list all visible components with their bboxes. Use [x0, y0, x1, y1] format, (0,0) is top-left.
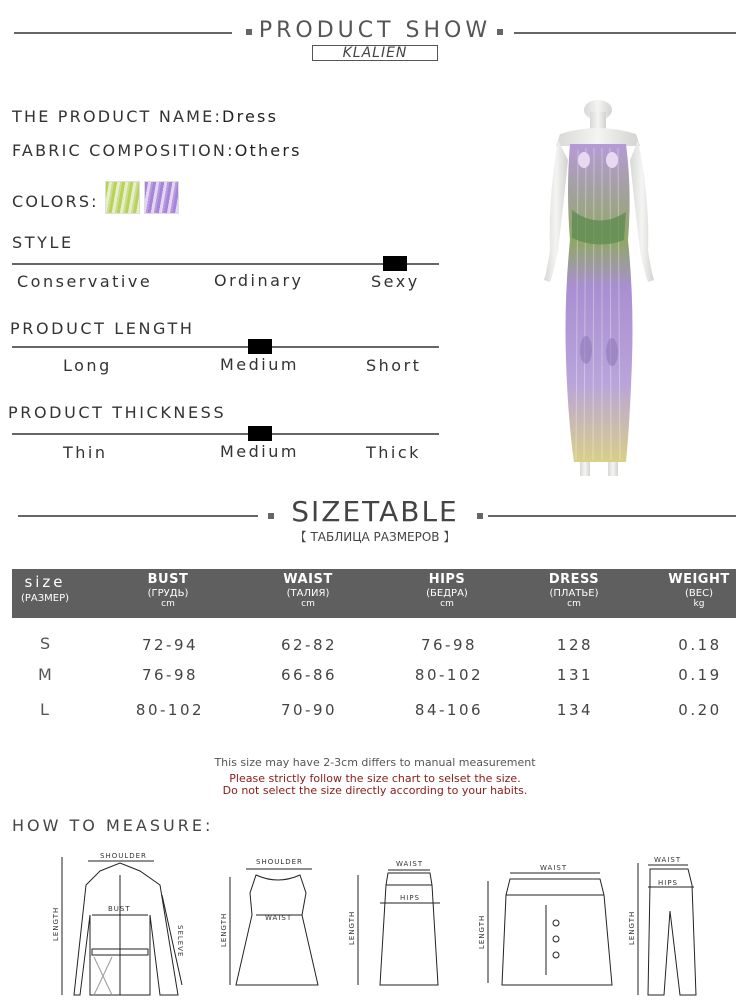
label-shoulder: SHOULDER	[256, 858, 303, 866]
cell-waist: 70-90	[280, 701, 338, 719]
col-dress-name: DRESS	[548, 572, 600, 587]
color-swatch-purple[interactable]	[144, 181, 179, 214]
col-size-name: size	[24, 573, 66, 591]
product-show-title: PRODUCT SHOW	[258, 18, 492, 43]
label-length: LENGTH	[628, 910, 636, 945]
thickness-label-thin: Thin	[63, 443, 108, 462]
sizetable-rule-right	[488, 515, 736, 517]
how-to-measure-title: HOW TO MEASURE:	[12, 816, 214, 835]
cell-hips: 80-102	[414, 666, 484, 684]
col-header-hips	[407, 569, 487, 609]
label-waist: WAIST	[654, 856, 682, 864]
label-length: LENGTH	[478, 914, 486, 949]
cell-hips: 84-106	[414, 701, 484, 719]
thickness-scale-marker	[248, 426, 272, 441]
cell-dress: 134	[556, 701, 594, 719]
cell-bust: 76-98	[141, 666, 199, 684]
col-size-sub: (РАЗМЕР)	[20, 593, 70, 604]
size-warning-1: Please strictly follow the size chart to selset the size.	[229, 772, 521, 785]
cell-weight: 0.19	[678, 666, 722, 684]
label-length: LENGTH	[348, 910, 356, 945]
label-length: LENGTH	[220, 912, 228, 947]
length-label-medium: Medium	[220, 355, 299, 374]
cell-bust: 72-94	[141, 636, 199, 654]
label-waist: WAIST	[540, 864, 568, 872]
measure-diagrams	[0, 845, 750, 1000]
label-sleeve: SELEVE	[176, 925, 184, 958]
label-bust: BUST	[108, 905, 131, 913]
fabric-label: FABRIC COMPOSITION:	[12, 141, 235, 160]
product-name-line	[12, 107, 278, 126]
col-header-dress	[534, 569, 614, 609]
cell-weight: 0.20	[678, 701, 722, 719]
style-label-ordinary: Ordinary	[214, 271, 304, 290]
col-weight-sub: (ВЕС)	[685, 588, 713, 599]
thickness-scale-line	[12, 433, 439, 435]
col-dress-unit: cm	[567, 599, 581, 609]
product-photo-dress[interactable]	[520, 100, 680, 478]
brand-logo: KLALIEN	[312, 45, 438, 61]
row-size-l: L	[40, 700, 49, 719]
style-label-conservative: Conservative	[17, 272, 153, 291]
label-length: LENGTH	[52, 906, 60, 941]
length-title: PRODUCT LENGTH	[10, 319, 195, 338]
cell-waist: 66-86	[280, 666, 338, 684]
shorts-diagram	[488, 873, 612, 985]
col-waist-unit: cm	[301, 599, 315, 609]
col-hips-unit: cm	[440, 599, 454, 609]
col-weight-unit: kg	[693, 599, 705, 609]
thickness-title: PRODUCT THICKNESS	[8, 403, 227, 422]
header-dot-right	[497, 29, 503, 35]
sizetable-dot-right	[477, 513, 483, 519]
sizetable-title: SIZETABLE	[291, 495, 459, 528]
label-waist: WAIST	[396, 860, 424, 868]
col-hips-name: HIPS	[428, 572, 466, 587]
size-warning-2: Do not select the size directly according to your habits.	[222, 784, 528, 797]
length-scale-line	[12, 346, 439, 348]
col-weight-name: WEIGHT	[668, 572, 730, 587]
cell-dress: 131	[556, 666, 594, 684]
size-table-header	[12, 569, 736, 618]
product-name-label: THE PRODUCT NAME:	[12, 107, 223, 126]
style-scale-marker	[383, 256, 407, 271]
skirt-diagram	[358, 870, 440, 985]
col-hips-sub: (БЕДРА)	[426, 588, 468, 599]
header-rule-right	[514, 32, 736, 34]
col-waist-sub: (ТАЛИЯ)	[286, 588, 330, 599]
length-label-short: Short	[366, 356, 422, 375]
label-hips: HIPS	[658, 879, 678, 887]
label-shoulder: SHOULDER	[100, 852, 147, 860]
dress-illustration	[520, 100, 680, 478]
style-label-sexy: Sexy	[371, 272, 420, 291]
col-header-waist	[268, 569, 348, 609]
col-header-bust	[128, 569, 208, 609]
row-size-m: M	[38, 665, 52, 684]
jacket-diagram	[62, 857, 182, 995]
style-title: STYLE	[12, 233, 74, 252]
col-bust-name: BUST	[147, 572, 189, 587]
col-dress-sub: (ПЛАТЬЕ)	[549, 588, 599, 599]
label-waist: WAIST	[265, 914, 293, 922]
length-scale-marker	[248, 339, 272, 354]
cell-dress: 128	[556, 636, 594, 654]
thickness-label-medium: Medium	[220, 442, 299, 461]
col-header-size	[12, 569, 78, 604]
color-swatch-green[interactable]	[105, 181, 140, 214]
label-hips: HIPS	[400, 894, 420, 902]
thickness-label-thick: Thick	[366, 443, 421, 462]
length-label-long: Long	[63, 356, 112, 375]
colors-label: COLORS:	[12, 192, 99, 211]
size-note: This size may have 2-3cm differs to manual measurement	[214, 756, 536, 769]
dress-diagram	[230, 869, 318, 985]
cell-hips: 76-98	[420, 636, 478, 654]
sizetable-subtitle: 【 ТАБЛИЦА РАЗМЕРОВ 】	[294, 530, 456, 544]
col-bust-sub: (ГРУДЬ)	[147, 588, 189, 599]
col-header-weight	[659, 569, 739, 609]
row-size-s: S	[40, 634, 51, 653]
cell-bust: 80-102	[135, 701, 205, 719]
product-name-value: Dress	[222, 107, 279, 126]
fabric-line	[12, 141, 302, 160]
fabric-value: Others	[234, 141, 302, 160]
col-waist-name: WAIST	[283, 572, 333, 587]
cell-waist: 62-82	[280, 636, 338, 654]
cell-weight: 0.18	[678, 636, 722, 654]
col-bust-unit: cm	[161, 599, 175, 609]
style-scale-line	[12, 263, 439, 265]
